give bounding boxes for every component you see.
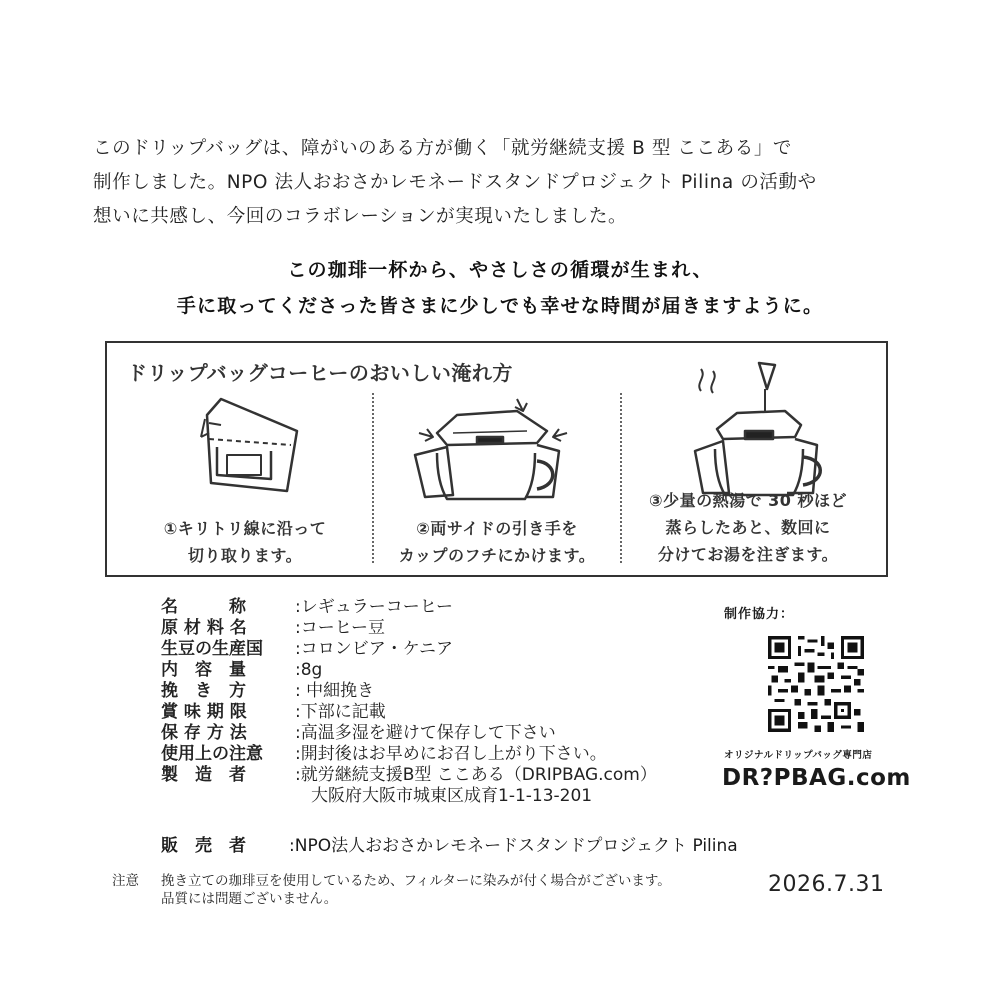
qr-code[interactable] bbox=[768, 636, 864, 732]
step-2-text bbox=[379, 515, 615, 569]
seller-label: 販 売 者 bbox=[161, 836, 246, 856]
step-3-line-2: 蒸らしたあと、数回に bbox=[665, 518, 831, 537]
intro-paragraph bbox=[93, 132, 923, 234]
spec-row bbox=[161, 744, 657, 765]
note-line-1: 挽き立ての珈琲豆を使用しているため、フィルターに染みが付く場合がございます。 bbox=[161, 873, 671, 889]
manufacturer-address bbox=[161, 786, 657, 807]
spec-value: :高温多湿を避けて保存して下さい bbox=[295, 723, 556, 743]
address-text: 大阪府大阪市城東区成育1-1-13-201 bbox=[311, 786, 593, 806]
best-before-date: 2026.7.31 bbox=[768, 872, 885, 897]
shop-caption: オリジナルドリップバッグ専門店 bbox=[724, 750, 873, 761]
intro-line-2: 制作しました。NPO 法人おおさかレモネードスタンドプロジェクト Pilina の活動や bbox=[93, 172, 817, 193]
seller-row bbox=[161, 831, 738, 856]
step-2-line-2: カップのフチにかけます。 bbox=[398, 546, 596, 565]
spec-row bbox=[161, 660, 657, 681]
spec-label: 生豆の生産国 bbox=[161, 639, 263, 659]
step-1-text bbox=[135, 515, 355, 569]
spec-value: :開封後はお早めにお召し上がり下さい。 bbox=[295, 744, 607, 764]
spec-row bbox=[161, 618, 657, 639]
spec-value: :コロンビア・ケニア bbox=[295, 639, 454, 659]
slogan bbox=[0, 252, 1000, 324]
collab-label: 制作協力： bbox=[724, 607, 795, 622]
step-1-line-1: ①キリトリ線に沿って bbox=[163, 519, 327, 538]
spec-row bbox=[161, 702, 657, 723]
spec-value: :就労継続支援B型 ここある（DRIPBAG.com） bbox=[295, 765, 657, 785]
spec-row bbox=[161, 765, 657, 786]
step-divider bbox=[372, 393, 374, 563]
spec-row bbox=[161, 681, 657, 702]
spec-label: 製 造 者 bbox=[161, 765, 246, 785]
hang-bag-illustration bbox=[407, 393, 577, 505]
seller-value: :NPO法人おおさかレモネードスタンドプロジェクト Pilina bbox=[289, 836, 738, 856]
spec-value: :8g bbox=[295, 660, 323, 680]
cut-bag-illustration bbox=[195, 393, 305, 498]
note-line-2: 品質には問題ございません。 bbox=[161, 891, 338, 907]
spec-label: 保 存 方 法 bbox=[161, 723, 247, 743]
spec-label: 賞 味 期 限 bbox=[161, 702, 247, 722]
brewing-guide-box bbox=[105, 341, 888, 577]
step-2-line-1: ②両サイドの引き手を bbox=[416, 519, 578, 538]
step-3-line-3: 分けてお湯を注ぎます。 bbox=[657, 545, 839, 564]
spec-value: :下部に記載 bbox=[295, 702, 386, 722]
spec-row bbox=[161, 723, 657, 744]
spec-value: :レギュラーコーヒー bbox=[295, 597, 454, 617]
spec-label: 内 容 量 bbox=[161, 660, 246, 680]
note-label: 注意 bbox=[112, 873, 139, 889]
spec-row bbox=[161, 639, 657, 660]
step-1-line-2: 切り取ります。 bbox=[187, 546, 303, 565]
intro-line-1: このドリップバッグは、障がいのある方が働く「就労継続支援 B 型 ここある」で bbox=[93, 138, 793, 159]
spec-row bbox=[161, 597, 657, 618]
spec-label: 原 材 料 名 bbox=[161, 618, 247, 638]
dripbag-logo: DR?PBAG.com bbox=[722, 765, 911, 791]
spec-value: :コーヒー豆 bbox=[295, 618, 386, 638]
note-body bbox=[161, 872, 671, 908]
brewing-guide-title: ドリップバッグコーヒーのおいしい淹れ方 bbox=[127, 361, 513, 385]
slogan-line-2: 手に取ってくださった皆さまに少しでも幸せな時間が届きますように。 bbox=[176, 295, 824, 317]
product-spec-table bbox=[161, 597, 657, 807]
spec-value: : 中細挽き bbox=[295, 681, 375, 701]
step-3-line-1: ③少量の熱湯で 30 秒ほど bbox=[649, 491, 847, 510]
spec-label: 挽 き 方 bbox=[161, 681, 246, 701]
step-3-text bbox=[629, 487, 867, 568]
step-divider bbox=[620, 393, 622, 563]
pour-water-illustration bbox=[677, 361, 837, 501]
intro-line-3: 想いに共感し、今回のコラボレーションが実現いたしました。 bbox=[93, 206, 628, 227]
spec-label: 名 称 bbox=[161, 597, 246, 617]
slogan-line-1: この珈琲一杯から、やさしさの循環が生まれ、 bbox=[287, 259, 713, 281]
spec-label: 使用上の注意 bbox=[161, 744, 263, 764]
